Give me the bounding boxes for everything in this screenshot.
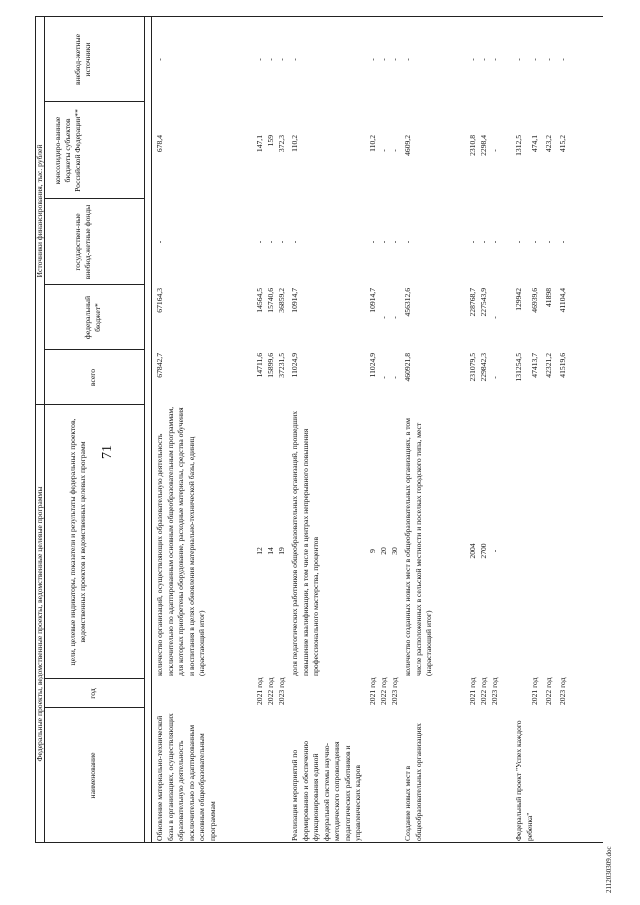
block4-regional-2022: 423,2 (544, 135, 553, 153)
block2-federal-2021: 10914,7 (368, 288, 377, 313)
block1-value-2021: 12 (255, 547, 264, 555)
block3-extra: - (403, 58, 412, 61)
block1-value-2023: 19 (277, 547, 286, 555)
header-year: год (88, 688, 97, 699)
block3-total-2023: - (490, 376, 499, 379)
block1-indicator: количество организаций, осуществляющих образовательную деятельность исключительно по адаптированным основным общеобразовательным программам, для которых приобретены оборудование, расходные материалы, средства обучения и воспитания в целях обновления материально-технической базы, единиц (нарастающий итог) (155, 406, 206, 676)
block2-state-2023: - (390, 240, 399, 244)
file-code: 2112030309.doc (605, 846, 613, 893)
block2-extra-2022: - (379, 58, 388, 61)
block3-regional-2021: 2310,8 (468, 135, 477, 156)
block2-year-2023: 2023 год (390, 677, 399, 705)
block1-federal-2022: 15740,6 (266, 288, 275, 313)
block2-regional-2023: - (390, 149, 399, 152)
block4-total-2023: 41519,6 (558, 353, 567, 378)
block1-federal-2021: 14564,5 (255, 288, 264, 313)
block2-federal-2022: - (379, 316, 388, 319)
block3-value-2023: - (490, 549, 499, 553)
block3-regional-2023: - (490, 149, 499, 152)
header-goals: цели, целевые индикаторы, показатели и результаты федеральных проектов, ведомственных проектов и ведомственных целевых программ (68, 418, 87, 666)
header-extra: внебюд-жетные источники (73, 34, 92, 85)
block3-total: 460921,8 (403, 353, 412, 382)
header-name: наименование (88, 752, 97, 799)
block2-federal-2023: - (390, 316, 399, 319)
block2-value-2022: 20 (379, 547, 388, 555)
block2-name: Реализация мероприятий по формированию и обеспечению функционирования единой федеральной системы научно-методического сопровождения педагогических работников и управленческих кадров (290, 740, 362, 841)
block3-total-2022: 229842,3 (479, 353, 488, 382)
block4-federal: 129942 (514, 288, 523, 311)
block4-year-2021: 2021 год (530, 677, 539, 705)
block2-year-2022: 2022 год (379, 677, 388, 705)
block3-regional: 4609,2 (403, 135, 412, 156)
block3-state-2022: - (479, 240, 488, 244)
block2-federal: 10914,7 (290, 288, 299, 313)
block4-federal-2021: 46939,6 (530, 288, 539, 313)
block4-regional: 1312,5 (514, 135, 523, 156)
block2-total-2022: - (379, 376, 388, 379)
block1-total-2022: 15899,6 (266, 353, 275, 378)
block2-regional: 110,2 (290, 135, 299, 152)
block3-indicator: количество созданных новых мест в общеобразовательных организациях, в том числе расположенных в сельской местности и поселках городского типа, мест (нарастающий итог) (403, 418, 433, 676)
block1-extra-2023: - (277, 58, 286, 61)
block3-name: Создание новых мест в общеобразовательных организациях (403, 723, 423, 841)
block4-extra-2022: - (544, 58, 553, 61)
block1-total-2021: 14711,6 (255, 353, 264, 378)
block1-regional-2021: 147,1 (255, 135, 264, 153)
block3-extra-2021: - (468, 58, 477, 61)
block2-extra-2021: - (368, 58, 377, 61)
block3-state-funds: - (403, 240, 412, 244)
header-group-projects: Федеральные проекты, ведомственные проекты, ведомственные целевые программы (35, 486, 44, 762)
block1-extra-2022: - (266, 58, 275, 61)
block4-federal-2022: 41898 (544, 288, 553, 307)
block4-state-2021: - (530, 240, 539, 244)
block1-state-2021: - (255, 240, 264, 244)
block1-regional: 678,4 (155, 135, 164, 153)
block2-value-2023: 30 (390, 547, 399, 555)
block1-regional-2023: 372,3 (277, 135, 286, 153)
block3-state-2021: - (468, 240, 477, 244)
block4-state-funds: - (514, 240, 523, 244)
block1-year-2022: 2022 год (266, 677, 275, 705)
block2-total-2023: - (390, 376, 399, 379)
block3-state-2023: - (490, 240, 499, 244)
block3-year-2022: 2022 год (479, 677, 488, 705)
block4-state-2023: - (558, 240, 567, 244)
block3-total-2021: 231079,5 (468, 353, 477, 382)
block4-total: 131254,5 (514, 353, 523, 382)
block4-regional-2023: 415,2 (558, 135, 567, 153)
page-number: 71 (100, 445, 115, 459)
block3-value-2021: 2004 (468, 543, 477, 559)
block4-total-2021: 47413,7 (530, 353, 539, 378)
block1-extra-2021: - (255, 58, 264, 61)
block3-value-2022: 2700 (479, 543, 488, 559)
block4-extra-2023: - (558, 58, 567, 61)
block2-year-2021: 2021 год (368, 677, 377, 705)
block2-regional-2022: - (379, 149, 388, 152)
block1-state-funds: - (155, 240, 164, 244)
block2-state-2021: - (368, 240, 377, 244)
block2-indicator: доля педагогических работников общеобразовательных организаций, прошедших повышение квалификации, в том числе в центрах непрерывного повышения профессионального мастерства, процентов (290, 411, 320, 676)
block1-extra: - (155, 58, 164, 61)
block1-state-2022: - (266, 240, 275, 244)
header-group-funding: Источники финансирования, тыс. рублей (35, 144, 44, 278)
block4-year-2022: 2022 год (544, 677, 553, 705)
block3-federal-2022: 227543,9 (479, 288, 488, 317)
block4-extra: - (514, 58, 523, 61)
block3-federal: 456312,6 (403, 288, 412, 317)
block1-federal: 67164,3 (155, 288, 164, 313)
block3-federal-2021: 228768,7 (468, 288, 477, 317)
block3-extra-2023: - (490, 58, 499, 61)
header-regional: консолидиро-ванные бюджеты субъектов Российской Федерации** (53, 109, 82, 192)
block3-regional-2022: 2298,4 (479, 135, 488, 156)
block4-year-2023: 2023 год (558, 677, 567, 705)
block1-value-2022: 14 (266, 547, 275, 555)
block4-regional-2021: 474,1 (530, 135, 539, 153)
block1-year-2021: 2021 год (255, 677, 264, 705)
block2-extra: - (290, 58, 299, 61)
block2-total: 11024,9 (290, 353, 299, 378)
block3-extra-2022: - (479, 58, 488, 61)
header-federal: федеральный бюджет* (83, 295, 102, 340)
block1-year-2023: 2023 год (277, 677, 286, 705)
block1-name: Обновление материально-технической базы в организациях, осуществляющих образовательную деятельность исключительно по адаптированным основным общеобразовательным программам (155, 713, 217, 841)
block4-extra-2021: - (530, 58, 539, 61)
block2-state-2022: - (379, 240, 388, 244)
block1-federal-2023: 36859,2 (277, 288, 286, 313)
block1-total: 67842,7 (155, 353, 164, 378)
block4-name: Федеральный проект "Успех каждого ребенка" (514, 720, 534, 841)
header-total: всего (88, 368, 97, 387)
block2-state-funds: - (290, 240, 299, 244)
block2-value-2021: 9 (368, 549, 377, 553)
block3-year-2023: 2023 год (490, 677, 499, 705)
block4-state-2022: - (544, 240, 553, 244)
block2-extra-2023: - (390, 58, 399, 61)
header-state-funds: государствен-ные внебюд-жетные фонды (73, 204, 92, 280)
block4-total-2022: 42321,2 (544, 353, 553, 378)
block2-regional-2021: 110,2 (368, 135, 377, 152)
block2-total-2021: 11024,9 (368, 353, 377, 378)
block4-federal-2023: 41104,4 (558, 288, 567, 313)
block3-year-2021: 2021 год (468, 677, 477, 705)
block3-federal-2023: - (490, 316, 499, 319)
block1-total-2023: 37231,5 (277, 353, 286, 378)
block1-regional-2022: 159 (266, 135, 275, 147)
block1-state-2023: - (277, 240, 286, 244)
